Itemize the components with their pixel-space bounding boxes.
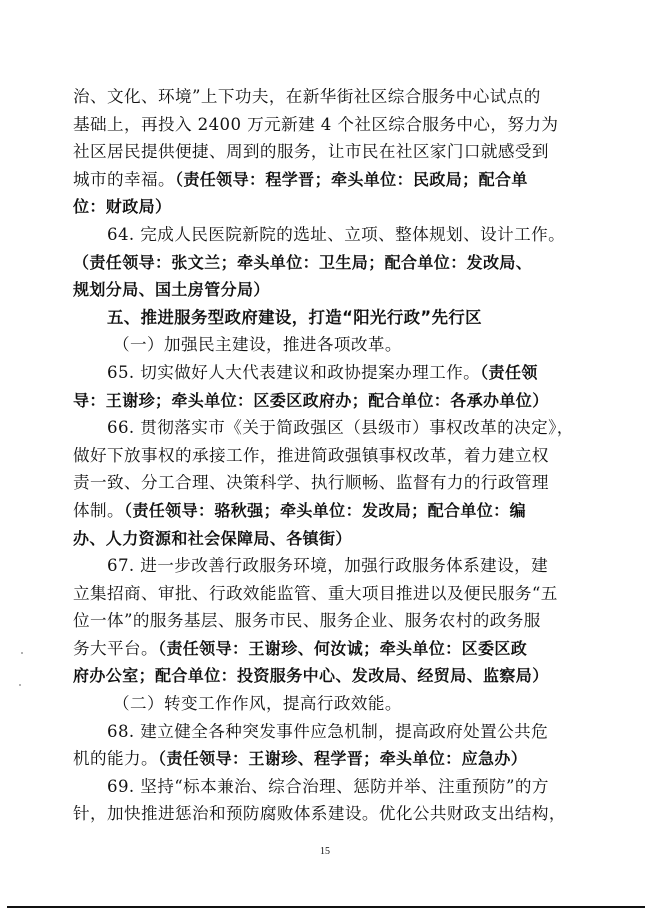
responsibility-note: 位：财政局）: [73, 197, 172, 217]
line-text: 社区居民提供便捷、周到的服务，让市民在社区家门口就感受到: [73, 142, 549, 162]
line-text: 机的能力。: [73, 749, 158, 769]
responsibility-note: （责任领导：程学晋；牵头单位：民政局；配合单: [174, 169, 528, 189]
line-text: 针，加快推进惩治和预防腐败体系建设。优化公共财政支出结构，: [73, 804, 566, 824]
responsibility-note: 五、推进服务型政府建设，打造“阳光行政”先行区: [107, 307, 482, 327]
line-text: 66. 贯彻落实市《关于简政强区（县级市）事权改革的决定》，: [107, 418, 574, 438]
responsibility-note: （责任领导：王谢珍、程学晋；牵头单位：应急办）: [157, 749, 528, 769]
text-line: [73, 469, 585, 497]
text-line: [73, 193, 585, 221]
line-text: 立集招商、审批、行政效能监管、重大项目推进以及便民服务“五: [73, 583, 558, 603]
text-line: [73, 745, 585, 773]
text-line: [73, 249, 585, 277]
section-heading: [73, 304, 585, 332]
line-text: 64. 完成人民医院新院的选址、立项、整体规划、设计工作。: [107, 224, 566, 244]
text-line: [73, 662, 585, 690]
text-line: [73, 718, 585, 746]
line-text: 城市的幸福。: [73, 169, 175, 189]
responsibility-note: 府办公室；配合单位：投资服务中心、发改局、经贸局、监察局）: [73, 666, 549, 686]
responsibility-note: 规划分局、国土房管分局）: [73, 280, 270, 300]
responsibility-note: （责任领导：骆秋强；牵头单位：发改局；配合单位：编: [123, 500, 526, 520]
line-text: （一）加强民主建设，推进各项改革。: [113, 335, 402, 355]
text-line: [73, 111, 585, 139]
text-line: [73, 580, 585, 608]
text-line: [73, 387, 585, 415]
text-line: [73, 276, 585, 304]
responsibility-note: （责任领导：王谢珍、何汝诚；牵头单位：区委区政: [157, 638, 528, 658]
line-text: 务大平台。: [73, 638, 158, 658]
scan-speck: [21, 652, 23, 654]
responsibility-note: 办、人力资源和社会保障局、各镇街）: [73, 528, 352, 548]
text-line: [73, 83, 585, 111]
line-text: 基础上，再投入 2400 万元新建 4 个社区综合服务中心，努力为: [73, 114, 559, 134]
text-line: [73, 552, 585, 580]
text-line: [73, 773, 585, 801]
line-text: 治、文化、环境”上下功夫，在新华街社区综合服务中心试点的: [73, 87, 541, 106]
body-text: [73, 83, 585, 828]
line-text: 体制。: [73, 500, 124, 520]
responsibility-note: （责任领: [480, 362, 538, 382]
text-line: [73, 497, 585, 525]
responsibility-note: （责任领导：张文兰；牵头单位：卫生局；配合单位：发改局、: [73, 252, 533, 272]
page-number: 15: [320, 846, 330, 857]
line-text: 67. 进一步改善行政服务环境，加强行政服务体系建设，建: [107, 556, 549, 576]
scan-speck: [19, 684, 21, 686]
text-line: [73, 442, 585, 470]
text-line: [73, 800, 585, 828]
responsibility-note: 导：王谢珍；牵头单位：区委区政府办；配合单位：各承办单位）: [73, 390, 549, 410]
line-text: 65. 切实做好人大代表建议和政协提案办理工作。: [107, 362, 481, 382]
bottom-rule: [7, 906, 645, 908]
text-line: [73, 138, 585, 166]
line-text: （二）转变工作作风，提高行政效能。: [113, 694, 402, 714]
text-line: [73, 414, 585, 442]
line-text: 69. 坚持“标本兼治、综合治理、惩防并举、注重预防”的方: [107, 776, 549, 796]
text-line: [73, 607, 585, 635]
text-line: [73, 331, 585, 359]
text-line: [73, 166, 585, 194]
line-text: 位一体”的服务基层、服务市民、服务企业、服务农村的政务服: [73, 611, 541, 631]
line-text: 做好下放事权的承接工作，推进简政强镇事权改革，着力建立权: [73, 445, 549, 465]
text-line: [73, 221, 585, 249]
text-line: [73, 359, 585, 387]
text-line: [73, 690, 585, 718]
text-line: [73, 635, 585, 663]
line-text: 责一致、分工合理、决策科学、执行顺畅、监督有力的行政管理: [73, 473, 549, 493]
line-text: 68. 建立健全各种突发事件应急机制，提高政府处置公共危: [107, 721, 549, 741]
text-line: [73, 525, 585, 553]
